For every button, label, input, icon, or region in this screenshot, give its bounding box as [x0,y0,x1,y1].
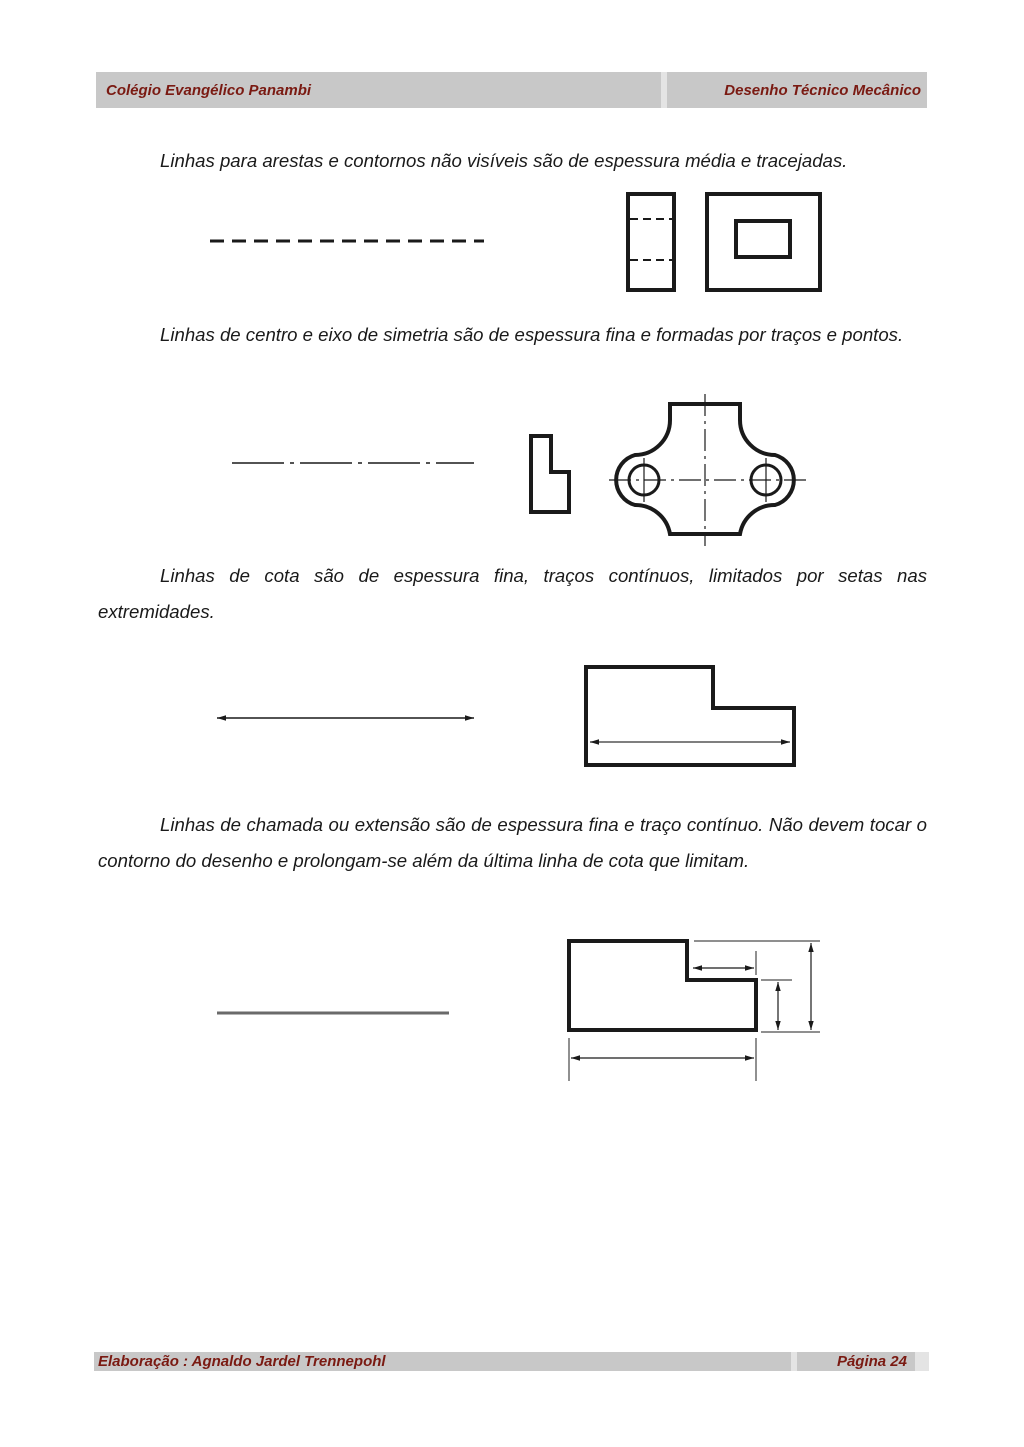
paragraph-dimension-lines: Linhas de cota são de espessura fina, traços contínuos, limitados por setas nas extremidades. [98,565,927,622]
footer-author: Elaboração : Agnaldo Jardel Trennepohl [98,1353,386,1370]
dimensioned-step-part [586,667,794,765]
hidden-line-side-view [628,194,674,290]
symmetric-part-front-view [609,394,806,546]
footer-page-number: Página 24 [836,1353,907,1370]
page-footer [94,1352,929,1371]
footer-end-cap [915,1352,929,1371]
header-course-title: Desenho Técnico Mecânico [724,81,921,99]
l-shaped-side-view [531,436,569,512]
paragraph-hidden-lines: Linhas para arestas e contornos não visíveis são de espessura média e tracejadas. [160,150,848,171]
extension-lines-step-part [569,941,820,1081]
paragraph-center-lines: Linhas de centro e eixo de simetria são de espessura fina e formadas por traços e pontos. [160,324,904,345]
paragraph-extension-lines: Linhas de chamada ou extensão são de espessura fina e traço contínuo. Não devem tocar o contorno do desenho e prolongam-se além da última linha de cota que limitam. [98,814,927,871]
header-school-name: Colégio Evangélico Panambi [106,81,312,99]
hidden-line-front-view [707,194,820,290]
